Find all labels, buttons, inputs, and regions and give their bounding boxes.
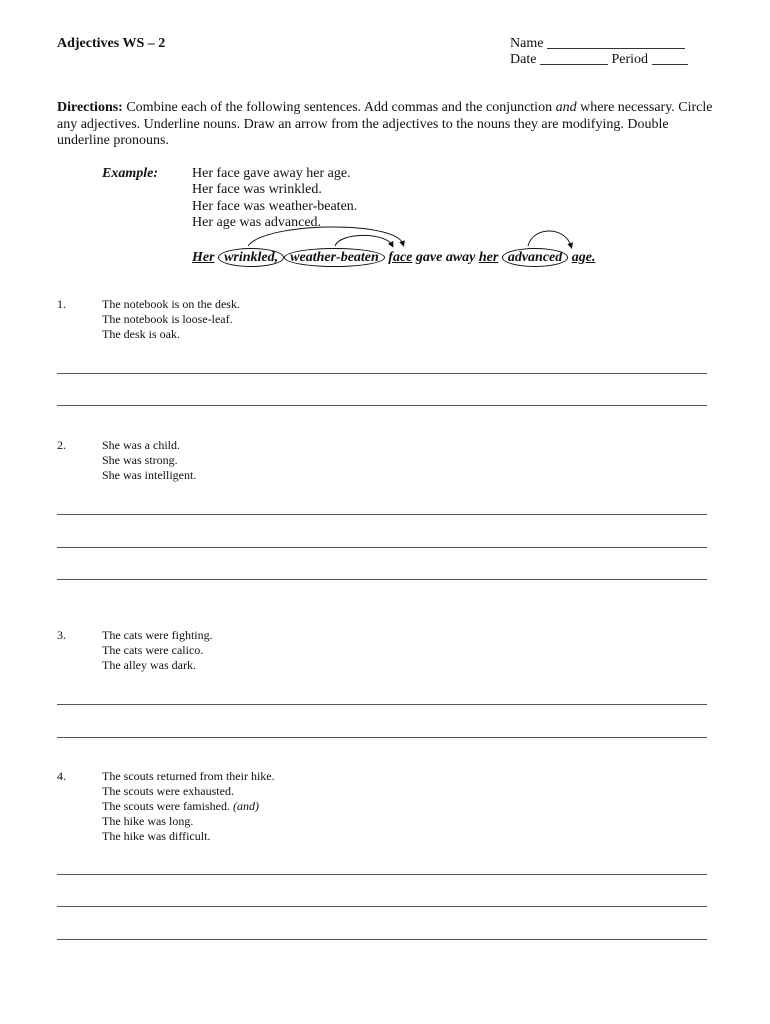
example-line: Her face gave away her age.: [192, 166, 351, 181]
answer-pronoun-her-2: her: [478, 250, 499, 265]
answer-pronoun-her: Her: [192, 250, 215, 265]
answer-adjective-advanced: advanced: [502, 248, 568, 267]
sentence: The notebook is on the desk.: [102, 297, 240, 311]
date-label: Date: [510, 52, 537, 67]
problem-sentences: [102, 438, 196, 483]
answer-verb: gave away: [415, 250, 476, 265]
problem-sentences: [102, 769, 275, 844]
sentence: The scouts were famished.: [102, 799, 230, 813]
sentence: She was a child.: [102, 438, 180, 452]
name-label: Name: [510, 36, 544, 51]
date-period-field: [510, 52, 688, 68]
answer-adjective-weather-beaten: weather-beaten: [284, 248, 385, 267]
problem-sentences: [102, 297, 240, 342]
worksheet-title: Adjectives WS – 2: [57, 36, 166, 51]
sentence: She was intelligent.: [102, 468, 197, 482]
sentence: The cats were calico.: [102, 643, 204, 657]
sentence: The cats were fighting.: [102, 628, 213, 642]
sentence-with-hint: [102, 799, 275, 814]
problem-number: 1.: [57, 297, 66, 311]
example-line: Her age was advanced.: [192, 215, 322, 230]
answer-line[interactable]: [57, 874, 707, 875]
sentence: The scouts returned from their hike.: [102, 769, 275, 783]
example-answer: [192, 248, 595, 267]
example-line: Her face was wrinkled.: [192, 182, 322, 197]
directions-conjunction: and: [555, 100, 577, 115]
name-blank[interactable]: [547, 36, 685, 49]
conjunction-hint: (and): [232, 799, 259, 813]
answer-line[interactable]: [57, 579, 707, 580]
problem-number: 2.: [57, 438, 66, 452]
sentence: The hike was difficult.: [102, 829, 211, 843]
arrow-advanced-to-age: [528, 231, 571, 246]
directions-label: Directions:: [57, 100, 123, 115]
sentence: She was strong.: [102, 453, 178, 467]
example-label: Example:: [102, 166, 158, 181]
directions: [57, 100, 717, 150]
sentence: The hike was long.: [102, 814, 194, 828]
directions-text-before: Combine each of the following sentences. Add commas and the conjunction: [122, 100, 556, 115]
answer-line[interactable]: [57, 737, 707, 738]
example-line: Her face was weather-beaten.: [192, 199, 358, 214]
directions-text-after: where necessary. Circle any adjectives. Underline nouns. Draw an arrow from the adjectives to the nouns they are modifying. Double underline pronouns.: [57, 100, 713, 148]
answer-line[interactable]: [57, 547, 707, 548]
name-field: [510, 36, 685, 52]
date-blank[interactable]: [540, 52, 608, 65]
answer-noun-age: age.: [571, 250, 596, 265]
answer-line[interactable]: [57, 373, 707, 374]
period-blank[interactable]: [652, 52, 688, 65]
answer-line[interactable]: [57, 514, 707, 515]
sentence: The alley was dark.: [102, 658, 196, 672]
period-label: Period: [611, 52, 648, 67]
problem-sentences: [102, 628, 213, 673]
arrow-weather-beaten-to-face: [335, 235, 392, 246]
answer-noun-face: face: [388, 250, 413, 265]
answer-line[interactable]: [57, 906, 707, 907]
answer-line[interactable]: [57, 405, 707, 406]
answer-line[interactable]: [57, 704, 707, 705]
answer-line[interactable]: [57, 939, 707, 940]
sentence: The scouts were exhausted.: [102, 784, 234, 798]
problem-number: 4.: [57, 769, 66, 783]
problem-number: 3.: [57, 628, 66, 642]
sentence: The notebook is loose-leaf.: [102, 312, 233, 326]
sentence: The desk is oak.: [102, 327, 180, 341]
answer-adjective-wrinkled: wrinkled,: [218, 248, 284, 267]
